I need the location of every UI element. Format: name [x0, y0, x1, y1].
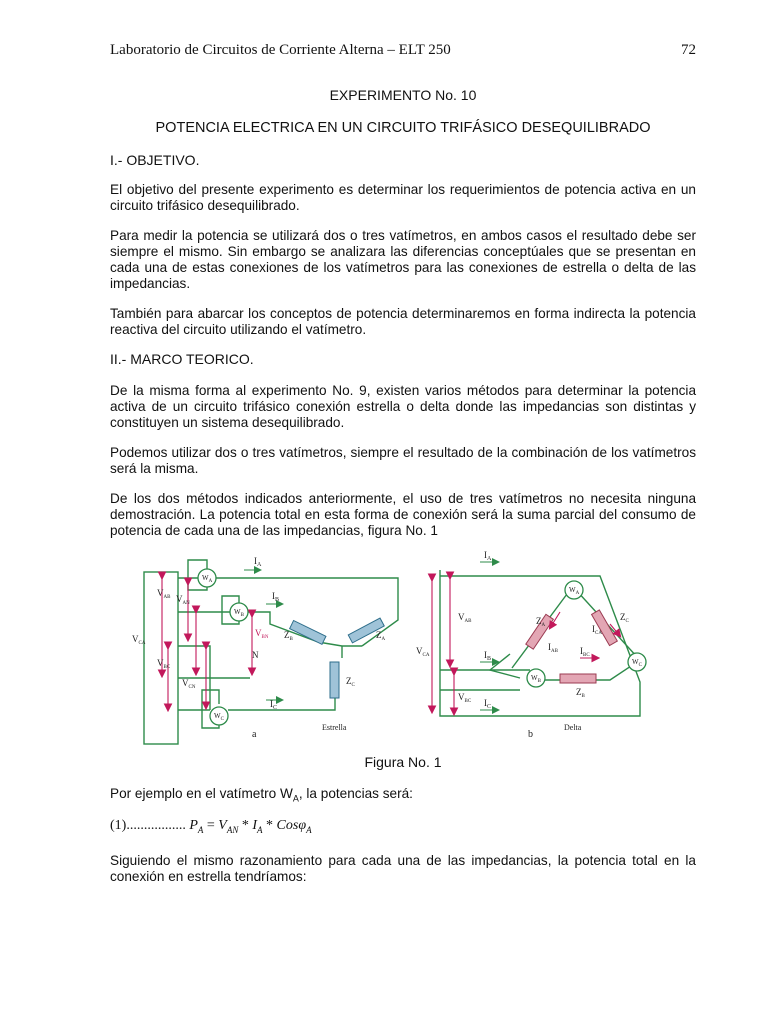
delta-label-za: $Z_A$ — [536, 616, 546, 628]
delta-label-ia: $I_A$ — [484, 550, 492, 562]
impedance-delta-zb — [560, 674, 596, 683]
label-van: $V_{AN}$ — [176, 594, 190, 606]
figure-letter-a: a — [252, 729, 257, 740]
diagram-delta — [416, 550, 646, 740]
delta-label-ib: $I_B$ — [484, 650, 492, 662]
paragraph-4: De la misma forma al experimento No. 9, existen varios métodos para determinar la potencia activa de un circuito trifásico conexión estrella o delta donde las impedancias son distintas y constituyen un sistema desequilibrado. — [110, 383, 696, 430]
equation-1: (1)................. $P_A = V_{AN} * I_A * Cos\varphi_A$ — [110, 818, 312, 835]
delta-label-zc: $Z_C$ — [620, 612, 629, 624]
label-vca: $V_{CA}$ — [132, 634, 146, 646]
paragraph-2: Para medir la potencia se utilizará dos o tres vatímetros, en ambos casos el resultado debe ser siempre el mismo. Sin embargo se analizara las diferencias conceptúales que se presentan en cada una de estas conexiones de los vatímetros para las conexiones de estrella o delta de las impedancias. — [110, 228, 696, 291]
delta-label-vab: $V_{AB}$ — [458, 612, 472, 624]
paragraph-5: Podemos utilizar dos o tres vatímetros, siempre el resultado de la combinación de los vatímetros será la misma. — [110, 445, 696, 476]
delta-label-vca: $V_{CA}$ — [416, 646, 430, 658]
section-theory: II.- MARCO TEORICO. — [110, 351, 254, 367]
diagram-star — [132, 556, 398, 744]
delta-label-iab: $I_{AB}$ — [548, 642, 558, 654]
impedance-zb — [290, 621, 326, 645]
paragraph-3: También para abarcar los conceptos de potencia determinaremos en forma indirecta la potencia reactiva del circuito utilizando el vatímetro. — [110, 306, 696, 337]
delta-label-ibc: $I_{BC}$ — [580, 646, 590, 658]
label-vcn: $V_{CN}$ — [182, 678, 196, 690]
delta-wattmeter-wa: $W_A$ — [569, 586, 580, 596]
label-za: $Z_A$ — [376, 630, 386, 642]
course-title: Laboratorio de Circuitos de Corriente Alterna – ELT 250 — [110, 42, 451, 58]
paragraph-8: Siguiendo el mismo razonamiento para cada una de las impedancias, la potencia total en la conexión en estrella tendríamos: — [110, 853, 696, 884]
caption-delta: Delta — [564, 723, 582, 732]
label-neutral: N — [252, 650, 259, 660]
delta-wattmeter-wc: $W_C$ — [632, 658, 642, 668]
section-objective: I.- OBJETIVO. — [110, 152, 200, 168]
figure-1 — [132, 550, 660, 750]
delta-wattmeter-wb: $W_B$ — [531, 674, 541, 684]
experiment-number: EXPERIMENTO No. 10 — [329, 87, 477, 103]
label-zc: $Z_C$ — [346, 676, 355, 688]
delta-label-zb: $Z_B$ — [576, 687, 585, 699]
impedance-zc — [330, 662, 339, 698]
label-ic: $I_C$ — [270, 699, 278, 711]
document-title: POTENCIA ELECTRICA EN UN CIRCUITO TRIFÁSICO DESEQUILIBRADO — [155, 120, 651, 136]
delta-label-vbc: $V_{BC}$ — [458, 692, 472, 704]
wattmeter-wa: $W_A$ — [202, 574, 213, 584]
label-vbn: $V_{BN}$ — [255, 628, 269, 640]
label-zb: $Z_B$ — [284, 630, 293, 642]
page-header — [110, 42, 696, 59]
label-vbc: $V_{BC}$ — [157, 658, 171, 670]
label-ib: $I_B$ — [272, 591, 280, 603]
paragraph-1: El objetivo del presente experimento es determinar los requerimientos de potencia activa en un circuito trifásico desequilibrado. — [110, 182, 696, 213]
delta-label-ica: $I_{CA}$ — [592, 624, 602, 636]
label-vab: $V_{AB}$ — [157, 588, 171, 600]
wattmeter-wb: $W_B$ — [234, 608, 244, 618]
figure-letter-b: b — [528, 729, 533, 740]
caption-estrella: Estrella — [322, 723, 347, 732]
paragraph-7: Por ejemplo en el vatímetro $W_A$, la potencias será: — [110, 786, 413, 804]
figure-caption: Figura No. 1 — [364, 754, 442, 770]
delta-label-ic: $I_C$ — [484, 698, 492, 710]
label-ia: $I_A$ — [254, 556, 262, 568]
page-number: 72 — [681, 42, 696, 58]
wattmeter-wc: $W_C$ — [214, 712, 224, 722]
paragraph-6: De los dos métodos indicados anteriormente, el uso de tres vatímetros no necesita ninguna demostración. La potencia total en esta forma de conexión será la suma parcial del consumo de potencia de cada una de las impedancias, figura No. 1 — [110, 491, 696, 538]
